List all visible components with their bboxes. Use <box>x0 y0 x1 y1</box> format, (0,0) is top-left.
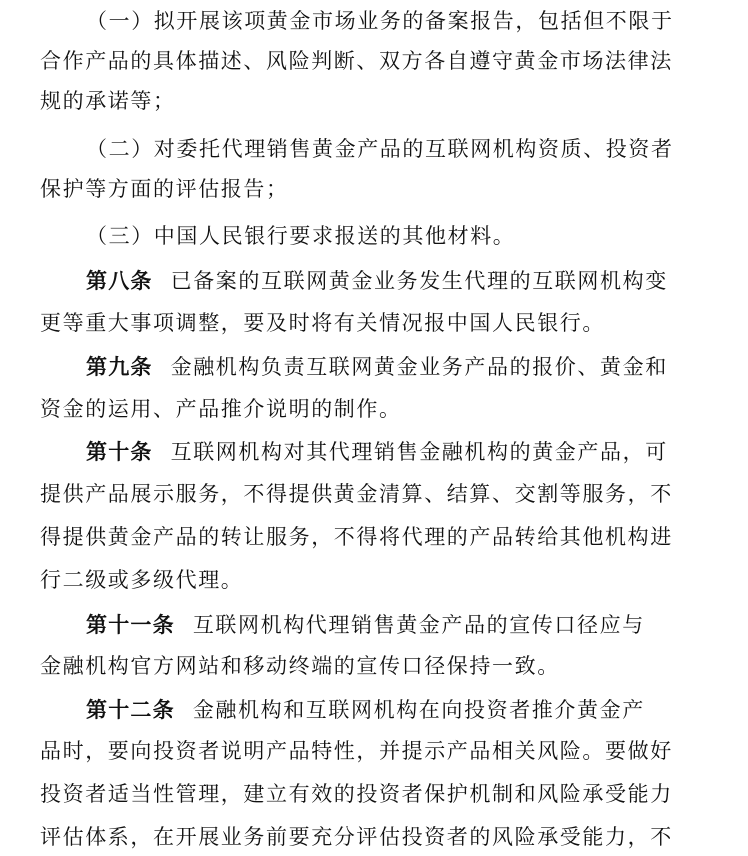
article-9-heading: 第九条 <box>86 355 153 379</box>
article-12-line-4: 评估体系，在开展业务前要充分评估投资者的风险承受能力，不 <box>40 825 673 849</box>
article-8-heading: 第八条 <box>86 269 153 293</box>
article-11-heading: 第十一条 <box>86 613 175 637</box>
item-1-line-1: （一）拟开展该项黄金市场业务的备案报告，包括但不限于 <box>86 9 674 33</box>
article-12-text: 金融机构和互联网机构在向投资者推介黄金产 <box>192 698 645 722</box>
item-1-line-2: 合作产品的具体描述、风险判断、双方各自遵守黄金市场法律法 <box>40 49 673 73</box>
article-12-heading: 第十二条 <box>86 698 175 722</box>
article-10-line-1 <box>86 437 668 467</box>
article-10-line-3: 得提供黄金产品的转让服务，不得将代理的产品转给其他机构进 <box>40 525 673 549</box>
article-9-text: 金融机构负责互联网黄金业务产品的报价、黄金和 <box>170 355 668 379</box>
item-2-line-2: 保护等方面的评估报告； <box>40 177 289 201</box>
article-9-line-1 <box>86 352 668 382</box>
article-8-line-1 <box>86 266 668 296</box>
article-11-text: 互联网机构代理销售黄金产品的宣传口径应与 <box>192 613 645 637</box>
article-12-line-1 <box>86 695 645 725</box>
item-3-line-1: （三）中国人民银行要求报送的其他材料。 <box>86 224 516 248</box>
article-10-line-2: 提供产品展示服务，不得提供黄金清算、结算、交割等服务，不 <box>40 482 673 506</box>
article-12-line-3: 投资者适当性管理，建立有效的投资者保护机制和风险承受能力 <box>40 782 673 806</box>
article-10-text: 互联网机构对其代理销售金融机构的黄金产品，可 <box>170 440 668 464</box>
item-1-line-3: 规的承诺等； <box>40 89 176 113</box>
article-11-line-1 <box>86 610 645 640</box>
article-10-heading: 第十条 <box>86 440 153 464</box>
article-9-line-2: 资金的运用、产品推介说明的制作。 <box>40 397 402 421</box>
article-11-line-2: 金融机构官方网站和移动终端的宣传口径保持一致。 <box>40 654 560 678</box>
item-2-line-1: （二）对委托代理销售黄金产品的互联网机构资质、投资者 <box>86 137 674 161</box>
article-10-line-4: 行二级或多级代理。 <box>40 568 244 592</box>
article-8-text: 已备案的互联网黄金业务发生代理的互联网机构变 <box>170 269 668 293</box>
article-12-line-2: 品时，要向投资者说明产品特性，并提示产品相关风险。要做好 <box>40 739 673 763</box>
article-8-line-2: 更等重大事项调整，要及时将有关情况报中国人民银行。 <box>40 311 605 335</box>
